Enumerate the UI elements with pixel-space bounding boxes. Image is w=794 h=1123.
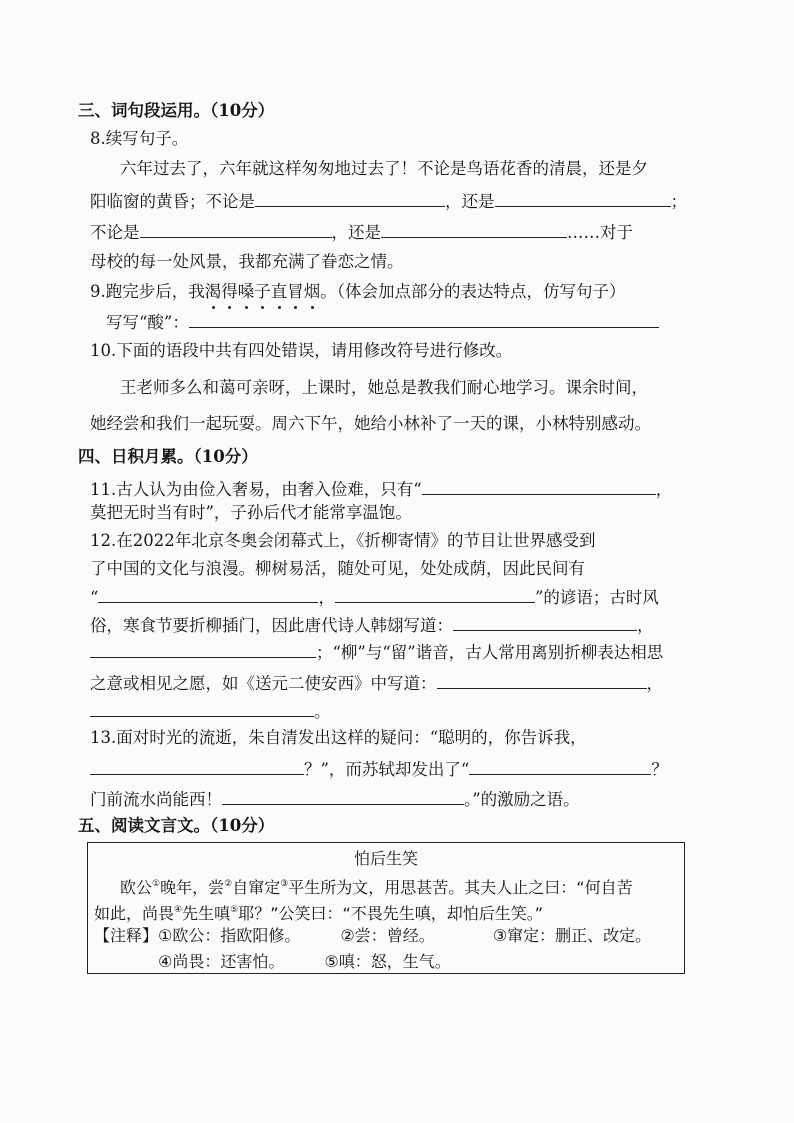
- notes-line-1: [94, 925, 651, 947]
- q8-line-1: 六年过去了，六年就这样匆匆地过去了！不论是鸟语花香的清晨，还是夕: [120, 159, 648, 178]
- notes-label: 【注释】: [94, 926, 159, 945]
- q9-dotted-char-5: 直: [270, 282, 288, 301]
- q9-dotted-char-2: 得: [221, 282, 238, 301]
- passage-line-1-text-a: 欧公: [120, 878, 153, 897]
- q12-line-5: [90, 640, 663, 664]
- q9-answer-blank[interactable]: [189, 310, 659, 328]
- q9-text-post: 。（体会加点部分的表达特点，仿写句子）: [320, 282, 626, 301]
- passage-line-2-text-b: 先生嗔: [182, 904, 231, 923]
- note-marker-3: ③: [280, 879, 289, 889]
- q11-line-2: 莫把无时当有时”，子孙后代才能常享温饱。: [90, 503, 412, 522]
- q8-title: 8.续写句子。: [90, 129, 189, 148]
- q8-line-3: [90, 220, 633, 244]
- note-marker-1: ①: [152, 879, 161, 889]
- note-3: ③窜定：删正、改定。: [492, 926, 652, 945]
- q12-line-4: [90, 613, 654, 637]
- passage-line-1-text-b: 晚年，尝: [160, 878, 225, 897]
- passage-line-2-text-c: 耶？”公笑曰：“不畏先生嗔，却怕后生笑。”: [238, 904, 544, 923]
- q13-line-2: [90, 757, 668, 781]
- q9-dotted-char-6: 冒: [287, 282, 304, 301]
- q9-write-line: [106, 310, 659, 334]
- q13-line-2-text-b: ？: [651, 760, 668, 779]
- note-5: ⑤嗔：怒，生气。: [324, 952, 451, 971]
- q9-dotted-char-7: 烟: [303, 282, 321, 301]
- q13-line-3-text-a: 门前流水尚能西！: [90, 790, 222, 809]
- q9-dotted-char-3: 嗓: [237, 282, 255, 301]
- passage-title: 怕后生笑: [353, 849, 418, 868]
- note-1: ①欧公：指欧阳修。: [158, 926, 301, 945]
- passage-line-1-text-c: 自窜定: [232, 878, 281, 897]
- q11-text-b: ，: [655, 480, 673, 499]
- q8-line-3-text-b: ，还是: [331, 223, 381, 242]
- q12-line-6-text-a: 之意或相见之愿，如《送元二使安西》中写道：: [90, 674, 437, 693]
- q13-blank-1[interactable]: [90, 757, 304, 775]
- note-marker-4: ④: [174, 905, 183, 915]
- q11-blank[interactable]: [422, 477, 656, 495]
- q9-text-pre: 9.跑完步后，我: [90, 282, 205, 301]
- q10-paragraph-line-2: 她经尝和我们一起玩耍。周六下午，她给小林补了一天的课，小林特别感动。: [90, 414, 651, 433]
- q8-blank-3[interactable]: [140, 220, 332, 238]
- passage-line-2: [94, 899, 543, 925]
- q8-line-2: [90, 189, 687, 213]
- q8-blank-2[interactable]: [495, 189, 671, 207]
- q12-blank-3[interactable]: [453, 613, 637, 631]
- q13-blank-3[interactable]: [222, 787, 464, 805]
- q8-line-2-text-c: ；: [670, 192, 687, 211]
- q12-line-3-text-c: ”的谚语；古时风: [534, 588, 659, 607]
- q13-line-3: [90, 787, 580, 811]
- q10-title: 10.下面的语段中共有四处错误，请用修改符号进行修改。: [90, 341, 513, 360]
- q12-blank-6[interactable]: [90, 699, 314, 717]
- q8-blank-1[interactable]: [255, 189, 445, 207]
- q9-write-label: 写写“酸”：: [106, 313, 189, 332]
- q12-blank-5[interactable]: [437, 671, 647, 689]
- q9-dotted-char-4: 子: [254, 282, 271, 301]
- classical-passage-box: [87, 842, 685, 974]
- q12-line-4-text-b: ，: [637, 616, 654, 635]
- q10-paragraph-line-1: 王老师多么和蔼可亲呀，上课时，她总是教我们耐心地学习。课余时间，: [120, 378, 648, 397]
- q12-line-2: 了中国的文化与浪漫。柳树易活，随处可见，处处成荫，因此民间有: [90, 559, 585, 578]
- note-4: ④尚畏：还害怕。: [158, 952, 285, 971]
- q12-line-6: [90, 671, 663, 695]
- q9-dotted-char-1: 渴: [204, 282, 222, 301]
- section-3-heading: 三、词句段运用。（10分）: [78, 101, 275, 120]
- q12-line-3: [90, 585, 659, 609]
- q11-text-a: 11.古人认为由俭入奢易，由奢入俭难，只有“: [90, 480, 422, 499]
- q12-line-3-text-a: “: [90, 588, 99, 607]
- q13-blank-2[interactable]: [469, 757, 651, 775]
- section-5-heading: 五、阅读文言文。（10分）: [78, 816, 275, 835]
- q12-line-7: [90, 699, 331, 723]
- passage-line-2-text-a: 如此，尚畏: [94, 904, 175, 923]
- q8-blank-4[interactable]: [381, 220, 567, 238]
- q8-line-3-text-c: ……对于: [567, 223, 633, 242]
- q8-line-2-text-b: ，还是: [445, 192, 495, 211]
- q11-line-1: [90, 477, 672, 501]
- q12-line-4-text-a: 俗，寒食节要折柳插门，因此唐代诗人韩翃写道：: [90, 616, 453, 635]
- q12-blank-4[interactable]: [90, 640, 316, 658]
- q8-line-2-text-a: 阳临窗的黄昏；不论是: [90, 192, 255, 211]
- q13-line-3-text-b: 。”的激励之语。: [464, 790, 580, 809]
- q12-line-3-text-b: ，: [318, 588, 335, 607]
- note-2: ②尝：曾经。: [340, 926, 435, 945]
- q12-line-5-text: ；“柳”与“留”谐音，古人常用离别折柳表达相思: [316, 643, 664, 662]
- q13-line-1: 13.面对时光的流逝，朱自清发出这样的疑问：“聪明的，你告诉我，: [90, 728, 587, 747]
- q8-line-3-text-a: 不论是: [90, 223, 140, 242]
- q8-line-4: 母校的每一处风景，我都充满了眷恋之情。: [90, 252, 404, 271]
- note-marker-2: ②: [224, 879, 233, 889]
- q13-line-2-text-a: ？”，而苏轼却发出了“: [304, 760, 470, 779]
- notes-line-2: [158, 951, 451, 973]
- section-4-heading: 四、日积月累。（10分）: [78, 447, 258, 466]
- q12-blank-2[interactable]: [335, 585, 535, 603]
- q12-line-6-text-b: ，: [646, 674, 663, 693]
- q12-blank-1[interactable]: [98, 585, 318, 603]
- q12-line-1: 12.在2022年北京冬奥会闭幕式上，《折柳寄情》的节目让世界感受到: [90, 531, 596, 550]
- passage-line-1: [120, 873, 633, 899]
- note-marker-5: ⑤: [230, 905, 239, 915]
- passage-line-1-text-d: 平生所为文，用思甚苦。其夫人止之曰：“何自苦: [288, 878, 633, 897]
- q12-line-7-text: 。: [314, 702, 331, 721]
- q9-question: [90, 281, 626, 303]
